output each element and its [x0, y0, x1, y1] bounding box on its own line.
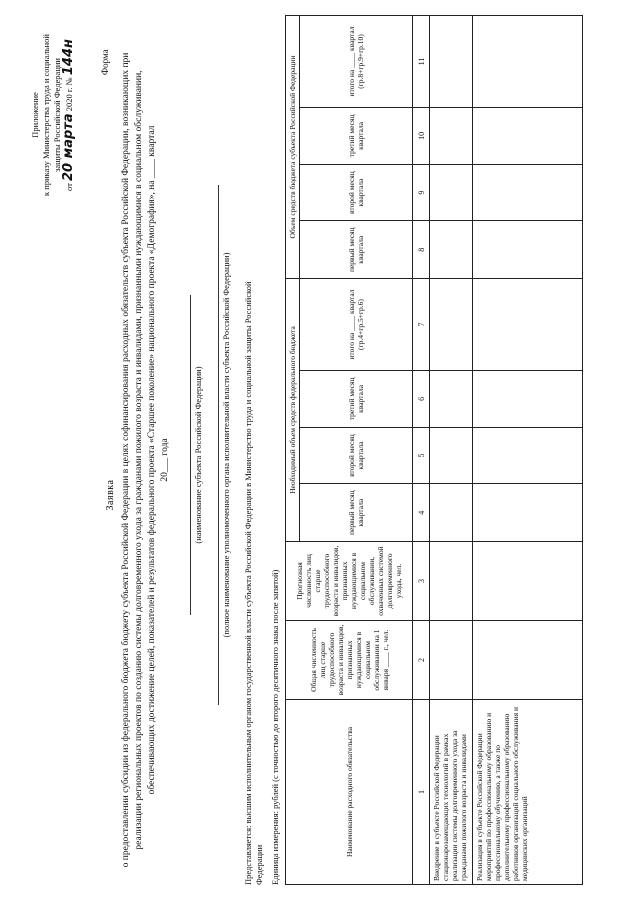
table-cell [473, 427, 583, 484]
table-cell [430, 427, 473, 484]
column-number-row [413, 16, 430, 885]
appendix-line-2: к приказу Министерства труда и социальной [41, 34, 51, 196]
date-prefix: от [64, 183, 74, 192]
header-reg-month3: третий месяц квартала [300, 108, 413, 165]
organ-fill-line [218, 185, 219, 705]
table-cell [473, 484, 583, 542]
col-num: 5 [413, 427, 430, 484]
col-num: 6 [413, 371, 430, 428]
subject-fill-line [190, 295, 191, 615]
col-num: 9 [413, 164, 430, 221]
application-table [285, 15, 583, 885]
table-cell [430, 621, 473, 700]
unit-text: Единица измерения: рублей (с точностью до второго десятичного знака после запятой) [270, 569, 280, 885]
col-num: 1 [413, 700, 430, 885]
col-num: 10 [413, 108, 430, 165]
table-cell [430, 164, 473, 221]
header-name: Наименование расходного обязательства [286, 700, 413, 885]
table-row [473, 16, 583, 885]
table-cell [430, 279, 473, 371]
document-title: Заявка [105, 479, 116, 511]
table-cell [430, 542, 473, 621]
col-num: 2 [413, 621, 430, 700]
col-num: 11 [413, 16, 430, 108]
table-header-row-1 [286, 16, 300, 885]
header-regional: Объем средств бюджета субъекта Российской Федерации [286, 16, 300, 279]
row-label: Внедрение в субъекте Российской Федерации стационарозамещающих технологий в рамках реализации системы долговременного ухода за гражданами пожилого возраста и инвалидами [430, 700, 473, 885]
header-fed-total: итого на ____ квартал (гр.4+гр.5+гр.6) [300, 279, 413, 371]
subject-body: о предоставлении субсидии из федерального бюджета бюджету субъекта Российской Федерации в целях софинансирования расходных обязательств субъекта Российской Федерации, возникающих при реализации региональных проектов по созданию системы долговременного ухода за гражданами пожилого возраста и инвалидами, признанными нуждающимися в социальном обслуживании, обеспечивающих достижение целей, показателей и результатов федерального проекта «Старшее поколение» национального проекта «Демография», на ____ квартал [121, 52, 157, 868]
table-cell [430, 484, 473, 542]
handwritten-number: 144н [61, 39, 76, 76]
col-num: 3 [413, 542, 430, 621]
presented-text: Представляется: высшим исполнительным органом государственной власти субъекта Российской Федерации в Министерство труда и социальной защиты Российской Федерации [243, 281, 264, 885]
header-total: Общая численность лиц старше трудоспособного возраста и инвалидов, признанных нуждающимися в социальном обслуживании на 1 января ____ г., чел. [286, 621, 413, 700]
table-cell [473, 16, 583, 108]
subject-caption: (наименование субъекта Российской Федерации) [193, 366, 203, 544]
table-row [430, 16, 473, 885]
header-federal: Необходимый объем средств федерального бюджета [286, 279, 300, 542]
subject-text [120, 35, 172, 885]
appendix-date-line [63, 15, 75, 215]
row-label: Реализация в субъекте Российской Федерации мероприятий по профессиональному образованию и профессиональному обучению, а также по дополнительному профессиональному образованию работников организаций социального обслуживания и медицинских организаций [473, 700, 583, 885]
header-reg-month2: второй месяц квартала [300, 164, 413, 221]
handwritten-date: 20 марта [61, 113, 76, 182]
table-cell [473, 371, 583, 428]
appendix-line-1: Приложение [30, 92, 40, 138]
year-line: 20___ года [160, 438, 170, 482]
header-reg-month1: первый месяц квартала [300, 221, 413, 279]
table-cell [430, 371, 473, 428]
date-suffix: 2020 г. № [64, 77, 74, 112]
appendix-line-3: защиты Российской Федерации [52, 58, 62, 172]
table-cell [473, 542, 583, 621]
form-label: Форма [100, 49, 110, 75]
header-fed-month3: третий месяц квартала [300, 371, 413, 428]
header-fed-month2: второй месяц квартала [300, 427, 413, 484]
table-cell [473, 164, 583, 221]
header-reg-total: итого на ____ квартал (гр.8+гр.9+гр.10) [300, 16, 413, 108]
table-cell [473, 621, 583, 700]
col-num: 7 [413, 279, 430, 371]
header-covered: Прогнозная численность лиц старше трудоспособного возраста и инвалидов, признанных нуждающимися в социальном обслуживании, охваченных системой долговременного ухода, чел. [286, 542, 413, 621]
table-cell [473, 221, 583, 279]
appendix-block [30, 15, 75, 215]
col-num: 8 [413, 221, 430, 279]
organ-caption: (полное наименование уполномоченного органа исполнительной власти субъекта Российской Федерации) [221, 252, 231, 638]
table-cell [430, 16, 473, 108]
col-num: 4 [413, 484, 430, 542]
header-fed-month1: первый месяц квартала [300, 484, 413, 542]
table-cell [430, 221, 473, 279]
table-cell [430, 108, 473, 165]
table-cell [473, 279, 583, 371]
table-cell [473, 108, 583, 165]
